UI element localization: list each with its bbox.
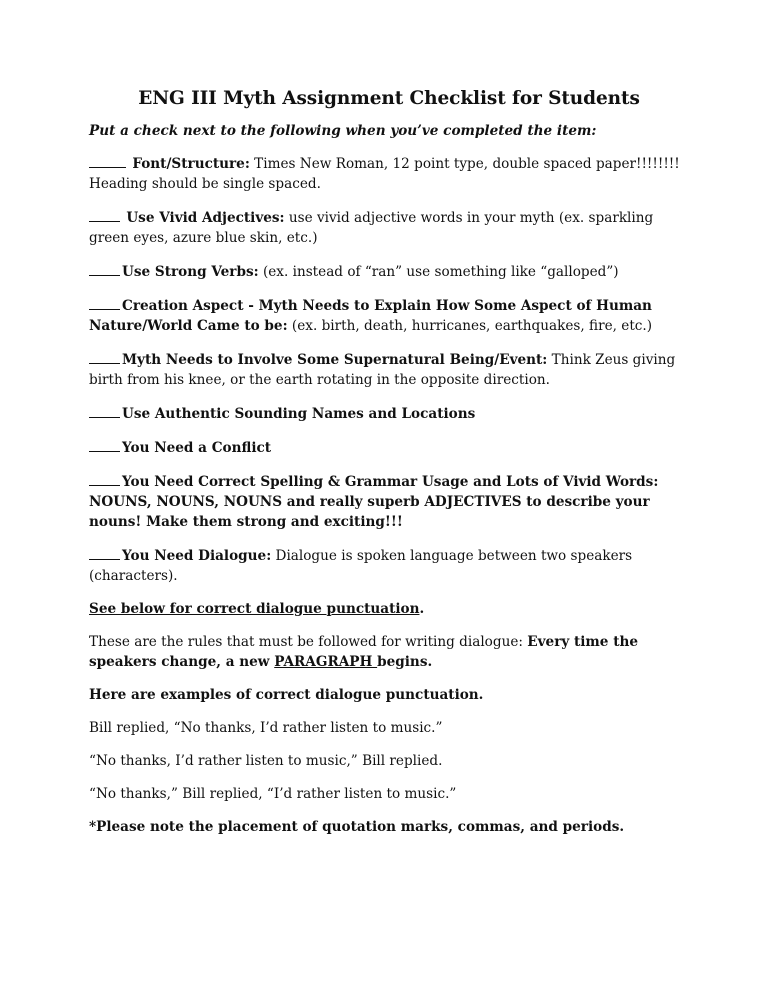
checklist-item-conflict	[89, 437, 689, 458]
item-text: Think Zeus giving birth from his knee, or the earth rotating in the opposite direction.	[89, 352, 676, 388]
rules-bold-b: begins.	[377, 654, 433, 670]
check-blank[interactable]	[89, 349, 120, 364]
item-label: Creation Aspect - Myth Needs to Explain How Some Aspect of Human Nature/World Came to be:	[89, 298, 652, 334]
checklist-instruction: Put a check next to the following when you’ve completed the item:	[89, 123, 597, 139]
item-label: Use Vivid Adjectives:	[126, 210, 285, 226]
see-below-note	[89, 599, 689, 619]
see-below-text: See below for correct dialogue punctuation	[89, 601, 420, 617]
item-label: Use Authentic Sounding Names and Locations	[122, 406, 476, 422]
rules-paragraph-word: PARAGRAPH	[274, 654, 378, 670]
rules-intro: These are the rules that must be followed for writing dialogue:	[89, 634, 528, 650]
item-text: Times New Roman, 12 point type, double spaced paper!!!!!!!! Heading should be single spaced.	[89, 156, 680, 192]
check-blank[interactable]	[89, 437, 120, 452]
check-blank[interactable]	[89, 471, 120, 486]
item-label: Font/Structure:	[132, 156, 250, 172]
example-2: “No thanks, I’d rather listen to music,” Bill replied.	[89, 753, 443, 769]
example-1: Bill replied, “No thanks, I’d rather listen to music.”	[89, 720, 443, 736]
item-text: use vivid adjective words in your myth (ex. sparkling green eyes, azure blue skin, etc.)	[89, 210, 654, 246]
check-blank[interactable]	[89, 545, 120, 560]
item-text: (ex. instead of “ran” use something like “galloped”)	[258, 264, 619, 280]
rules-bold-a: Every time the speakers change, a new	[89, 634, 639, 670]
item-label: You Need Dialogue:	[122, 548, 272, 564]
check-blank[interactable]	[89, 403, 120, 418]
check-blank[interactable]	[89, 153, 126, 168]
checklist-item-supernatural	[89, 349, 689, 390]
check-blank[interactable]	[89, 261, 120, 276]
checklist-item-strong-verbs	[89, 261, 689, 282]
examples-heading: Here are examples of correct dialogue punctuation.	[89, 687, 484, 703]
dialogue-rules	[89, 632, 689, 672]
document-title: ENG III Myth Assignment Checklist for Students	[138, 88, 640, 109]
checklist-item-creation-aspect	[89, 295, 689, 336]
checklist-item-font-structure	[89, 153, 689, 194]
checklist-item-spelling-grammar	[89, 471, 689, 532]
item-label: Use Strong Verbs:	[122, 264, 259, 280]
document-page	[89, 88, 689, 850]
checklist-item-dialogue	[89, 545, 689, 586]
checklist-item-authentic-names	[89, 403, 689, 424]
see-below-end: .	[419, 601, 425, 617]
item-label: Myth Needs to Involve Some Supernatural Being/Event:	[122, 352, 548, 368]
checklist-item-vivid-adjectives	[89, 207, 689, 248]
item-text: Dialogue is spoken language between two speakers (characters).	[89, 548, 633, 584]
placement-note: *Please note the placement of quotation marks, commas, and periods.	[89, 819, 625, 835]
check-blank[interactable]	[89, 295, 120, 310]
item-text: (ex. birth, death, hurricanes, earthquakes, fire, etc.)	[287, 318, 653, 334]
example-3: “No thanks,” Bill replied, “I’d rather listen to music.”	[89, 786, 457, 802]
check-blank[interactable]	[89, 207, 120, 222]
item-label: You Need Correct Spelling & Grammar Usage and Lots of Vivid Words: NOUNS, NOUNS, NOUNS and really superb ADJECTIVES to describe your nouns! Make them strong and exciting!!!	[89, 474, 659, 530]
item-label: You Need a Conflict	[122, 440, 272, 456]
